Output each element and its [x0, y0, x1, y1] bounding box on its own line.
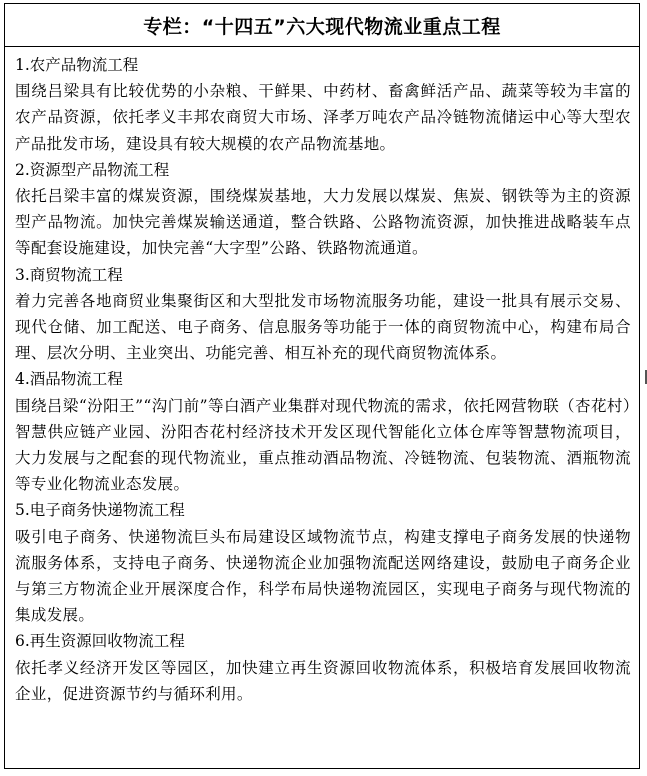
section-recycling-logistics [15, 628, 631, 707]
section-body: 依托吕梁丰富的煤炭资源，围绕煤炭基地，大力发展以煤炭、焦炭、钢铁等为主的资源型产品物流。加快完善煤炭输送通道，整合铁路、公路物流资源，加快推进战略装车点等配套设施建设，加快完善“大字型”公路、铁路物流通道。 [15, 186, 631, 258]
section-heading: 3.商贸物流工程 [15, 265, 123, 284]
section-heading: 1.农产品物流工程 [15, 56, 139, 74]
section-body: 围绕吕梁“汾阳王”“沟门前”等白酒产业集群对现代物流的需求，依托网营物联（杏花村）智慧供应链产业园、汾阳杏花村经济技术开发区现代智能化立体仓库等智慧物流项目，大力发展与之配套的现代物流业，重点推动酒品物流、冷链物流、包装物流、酒瓶物流等专业化物流业态发展。 [15, 396, 631, 494]
section-body: 着力完善各地商贸业集聚街区和大型批发市场物流服务功能，建设一批具有展示交易、现代仓储、加工配送、电子商务、信息服务等功能于一体的商贸物流中心，构建布局合理、层次分明、主业突出、功能完善、相互补充的现代商贸物流体系。 [15, 291, 631, 363]
section-heading: 6.再生资源回收物流工程 [15, 632, 185, 651]
section-body: 吸引电子商务、快递物流巨头布局建设区域物流节点，构建支撑电子商务发展的快递物流服务体系，支持电子商务、快递物流企业加强物流配送网络建设，鼓励电子商务企业与第三方物流企业开展深度合作，科学布局快递物流园区，实现电子商务与现代物流的集成发展。 [15, 527, 631, 625]
section-trade-logistics [15, 262, 631, 367]
project-column-box [4, 3, 640, 769]
column-content [5, 47, 639, 707]
section-agricultural-logistics [15, 52, 631, 157]
section-heading: 2.资源型产品物流工程 [15, 160, 170, 179]
section-body: 依托孝义经济开发区等园区，加快建立再生资源回收物流体系，积极培育发展回收物流企业，促进资源节约与循环利用。 [15, 658, 631, 703]
column-title: 专栏：“十四五”六大现代物流业重点工程 [5, 4, 639, 47]
section-heading: 5.电子商务快递物流工程 [15, 501, 185, 520]
section-heading: 4.酒品物流工程 [15, 370, 123, 389]
section-resource-logistics [15, 157, 631, 262]
section-liquor-logistics [15, 366, 631, 497]
section-ecommerce-express-logistics [15, 497, 631, 628]
section-body: 围绕吕梁具有比较优势的小杂粮、干鲜果、中药材、畜禽鲜活产品、蔬菜等较为丰富的农产品资源，依托孝义丰邦农商贸大市场、泽孝万吨农产品冷链物流储运中心等大型农产品批发市场，建设具有较大规模的农产品物流基地。 [15, 82, 631, 153]
